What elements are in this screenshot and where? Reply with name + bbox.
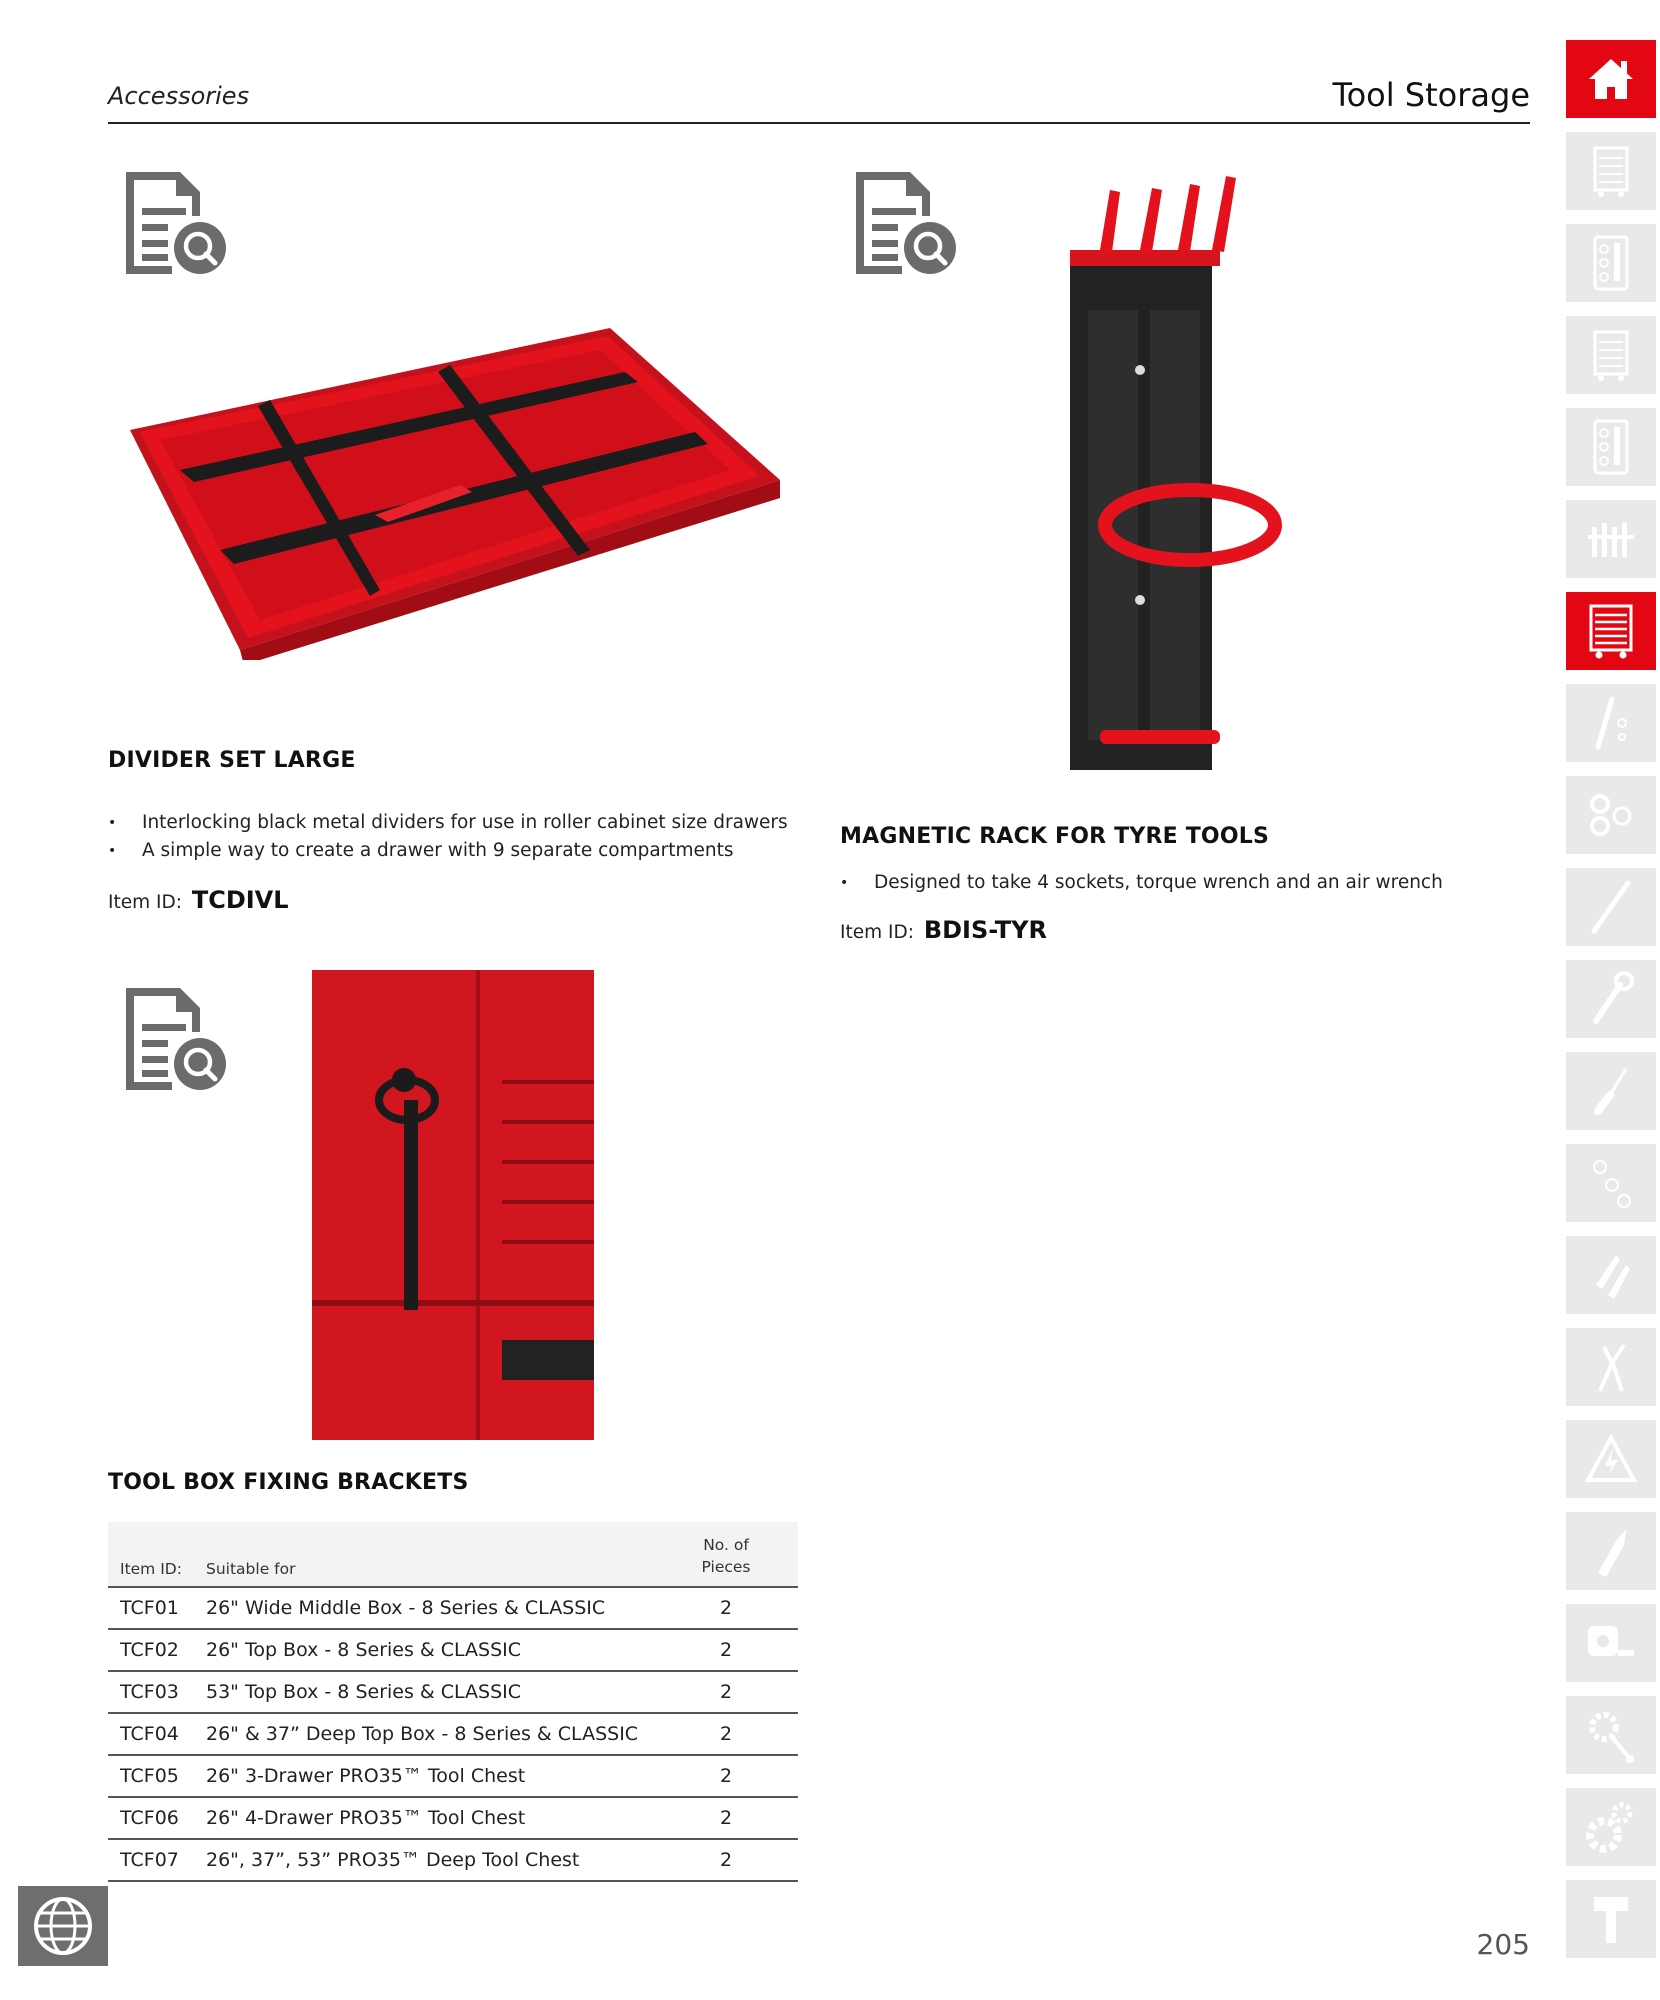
category-title: Tool Storage bbox=[1332, 76, 1530, 114]
nav-tab-torque-wrench[interactable] bbox=[1566, 868, 1656, 946]
nav-tab-roller-cabinet-2[interactable] bbox=[1566, 316, 1656, 394]
nav-tab-screwdriver[interactable] bbox=[1566, 1052, 1656, 1130]
magnetic-rack-image bbox=[1060, 170, 1290, 780]
electrical-warning-icon bbox=[1584, 1434, 1638, 1484]
cell-item-id: TCF02 bbox=[108, 1629, 194, 1671]
feature-item: • Interlocking black metal dividers for use in roller cabinet size drawers bbox=[108, 812, 788, 834]
cell-item-id: TCF05 bbox=[108, 1755, 194, 1797]
table-header-row bbox=[108, 1522, 798, 1587]
header-divider bbox=[108, 122, 1530, 124]
document-search-icon[interactable] bbox=[118, 166, 230, 278]
cell-item-id: TCF07 bbox=[108, 1839, 194, 1881]
brackets-table bbox=[108, 1522, 798, 1882]
nav-tab-tool-tray[interactable] bbox=[1566, 224, 1656, 302]
roller-cabinet-icon bbox=[1591, 144, 1631, 198]
document-search-icon[interactable] bbox=[118, 982, 230, 1094]
measuring-tape-icon bbox=[1584, 1618, 1638, 1668]
bits-icon bbox=[1586, 1153, 1636, 1213]
screwdriver-icon bbox=[1586, 1061, 1636, 1121]
nav-tab-socket-wrench[interactable] bbox=[1566, 684, 1656, 762]
nav-tab-power-tool[interactable] bbox=[1566, 1880, 1656, 1958]
cell-suitable-for: 26" 4-Drawer PRO35™ Tool Chest bbox=[194, 1797, 654, 1839]
home-icon bbox=[1585, 55, 1637, 103]
nav-tab-roller-cabinet[interactable] bbox=[1566, 132, 1656, 210]
nav-tab-multi-tool[interactable] bbox=[1566, 1236, 1656, 1314]
roller-cabinet-icon bbox=[1591, 328, 1631, 382]
cell-item-id: TCF04 bbox=[108, 1713, 194, 1755]
tool-set-icon bbox=[1586, 517, 1636, 561]
nav-tab-tool-set[interactable] bbox=[1566, 500, 1656, 578]
item-id-value: TCDIVL bbox=[191, 886, 289, 914]
nav-tab-measuring[interactable] bbox=[1566, 1604, 1656, 1682]
pliers-icon bbox=[1586, 1337, 1636, 1397]
cell-suitable-for: 26" Wide Middle Box - 8 Series & CLASSIC bbox=[194, 1587, 654, 1629]
cell-pieces: 2 bbox=[654, 1629, 798, 1671]
item-id bbox=[840, 916, 1047, 944]
table-row bbox=[108, 1587, 798, 1629]
nav-tab-cutter[interactable] bbox=[1566, 1512, 1656, 1590]
header-pieces bbox=[654, 1522, 798, 1587]
item-id-value: BDIS-TYR bbox=[923, 916, 1047, 944]
spanner-icon bbox=[1586, 969, 1636, 1029]
product-title: MAGNETIC RACK FOR TYRE TOOLS bbox=[840, 824, 1270, 849]
header-suitable-for: Suitable for bbox=[206, 1560, 296, 1578]
multi-tool-icon bbox=[1586, 1245, 1636, 1305]
nav-tab-pliers[interactable] bbox=[1566, 1328, 1656, 1406]
feature-item: • Designed to take 4 sockets, torque wrench and an air wrench bbox=[840, 872, 1500, 894]
fixing-bracket-image bbox=[312, 970, 594, 1440]
category-sidebar bbox=[1566, 40, 1660, 1972]
nav-tab-electrical[interactable] bbox=[1566, 1420, 1656, 1498]
cell-item-id: TCF01 bbox=[108, 1587, 194, 1629]
table-row bbox=[108, 1839, 798, 1881]
table-row bbox=[108, 1797, 798, 1839]
nav-tab-gears[interactable] bbox=[1566, 1788, 1656, 1866]
cutter-icon bbox=[1586, 1521, 1636, 1581]
cell-pieces: 2 bbox=[654, 1713, 798, 1755]
cell-suitable-for: 26", 37”, 53” PRO35™ Deep Tool Chest bbox=[194, 1839, 654, 1881]
cell-pieces: 2 bbox=[654, 1587, 798, 1629]
tool-tray-icon bbox=[1591, 233, 1631, 293]
socket-wrench-icon bbox=[1588, 693, 1634, 753]
cell-suitable-for: 26" 3-Drawer PRO35™ Tool Chest bbox=[194, 1755, 654, 1797]
nav-tab-tool-storage[interactable] bbox=[1566, 592, 1656, 670]
item-id bbox=[108, 886, 289, 914]
cell-pieces: 2 bbox=[654, 1671, 798, 1713]
nav-tab-tool-tray-2[interactable] bbox=[1566, 408, 1656, 486]
globe-icon bbox=[32, 1895, 94, 1957]
table-row bbox=[108, 1629, 798, 1671]
header-pieces-line1: No. of bbox=[703, 1536, 749, 1554]
tool-tray-icon bbox=[1591, 417, 1631, 477]
website-link[interactable] bbox=[18, 1886, 108, 1966]
product-title: TOOL BOX FIXING BRACKETS bbox=[108, 1470, 469, 1495]
cell-pieces: 2 bbox=[654, 1755, 798, 1797]
cell-suitable-for: 26" & 37” Deep Top Box - 8 Series & CLASSIC bbox=[194, 1713, 654, 1755]
torque-wrench-icon bbox=[1586, 877, 1636, 937]
gears-icon bbox=[1584, 1797, 1638, 1857]
feature-list bbox=[108, 812, 788, 868]
feature-list bbox=[840, 872, 1500, 900]
header-item-id: Item ID: bbox=[120, 1560, 182, 1578]
cell-suitable-for: 26" Top Box - 8 Series & CLASSIC bbox=[194, 1629, 654, 1671]
section-label: Accessories bbox=[108, 82, 250, 110]
power-tool-icon bbox=[1586, 1889, 1636, 1949]
nav-tab-spanner[interactable] bbox=[1566, 960, 1656, 1038]
table-row bbox=[108, 1671, 798, 1713]
cell-pieces: 2 bbox=[654, 1839, 798, 1881]
table-row bbox=[108, 1713, 798, 1755]
table-row bbox=[108, 1755, 798, 1797]
product-title: DIVIDER SET LARGE bbox=[108, 748, 356, 773]
divider-set-image bbox=[120, 320, 790, 660]
document-search-icon[interactable] bbox=[848, 166, 960, 278]
nav-tab-bits[interactable] bbox=[1566, 1144, 1656, 1222]
item-id-label: Item ID: bbox=[108, 892, 182, 913]
cell-item-id: TCF03 bbox=[108, 1671, 194, 1713]
sockets-icon bbox=[1586, 790, 1636, 840]
gear-puller-icon bbox=[1584, 1705, 1638, 1765]
item-id-label: Item ID: bbox=[840, 922, 914, 943]
nav-tab-sockets[interactable] bbox=[1566, 776, 1656, 854]
nav-tab-gear-puller[interactable] bbox=[1566, 1696, 1656, 1774]
feature-item: • A simple way to create a drawer with 9 separate compartments bbox=[108, 840, 788, 862]
header-pieces-line2: Pieces bbox=[701, 1558, 751, 1576]
cell-item-id: TCF06 bbox=[108, 1797, 194, 1839]
cell-suitable-for: 53" Top Box - 8 Series & CLASSIC bbox=[194, 1671, 654, 1713]
page-number: 205 bbox=[1476, 1928, 1530, 1961]
cell-pieces: 2 bbox=[654, 1797, 798, 1839]
nav-tab-home[interactable] bbox=[1566, 40, 1656, 118]
tool-storage-icon bbox=[1587, 602, 1635, 660]
